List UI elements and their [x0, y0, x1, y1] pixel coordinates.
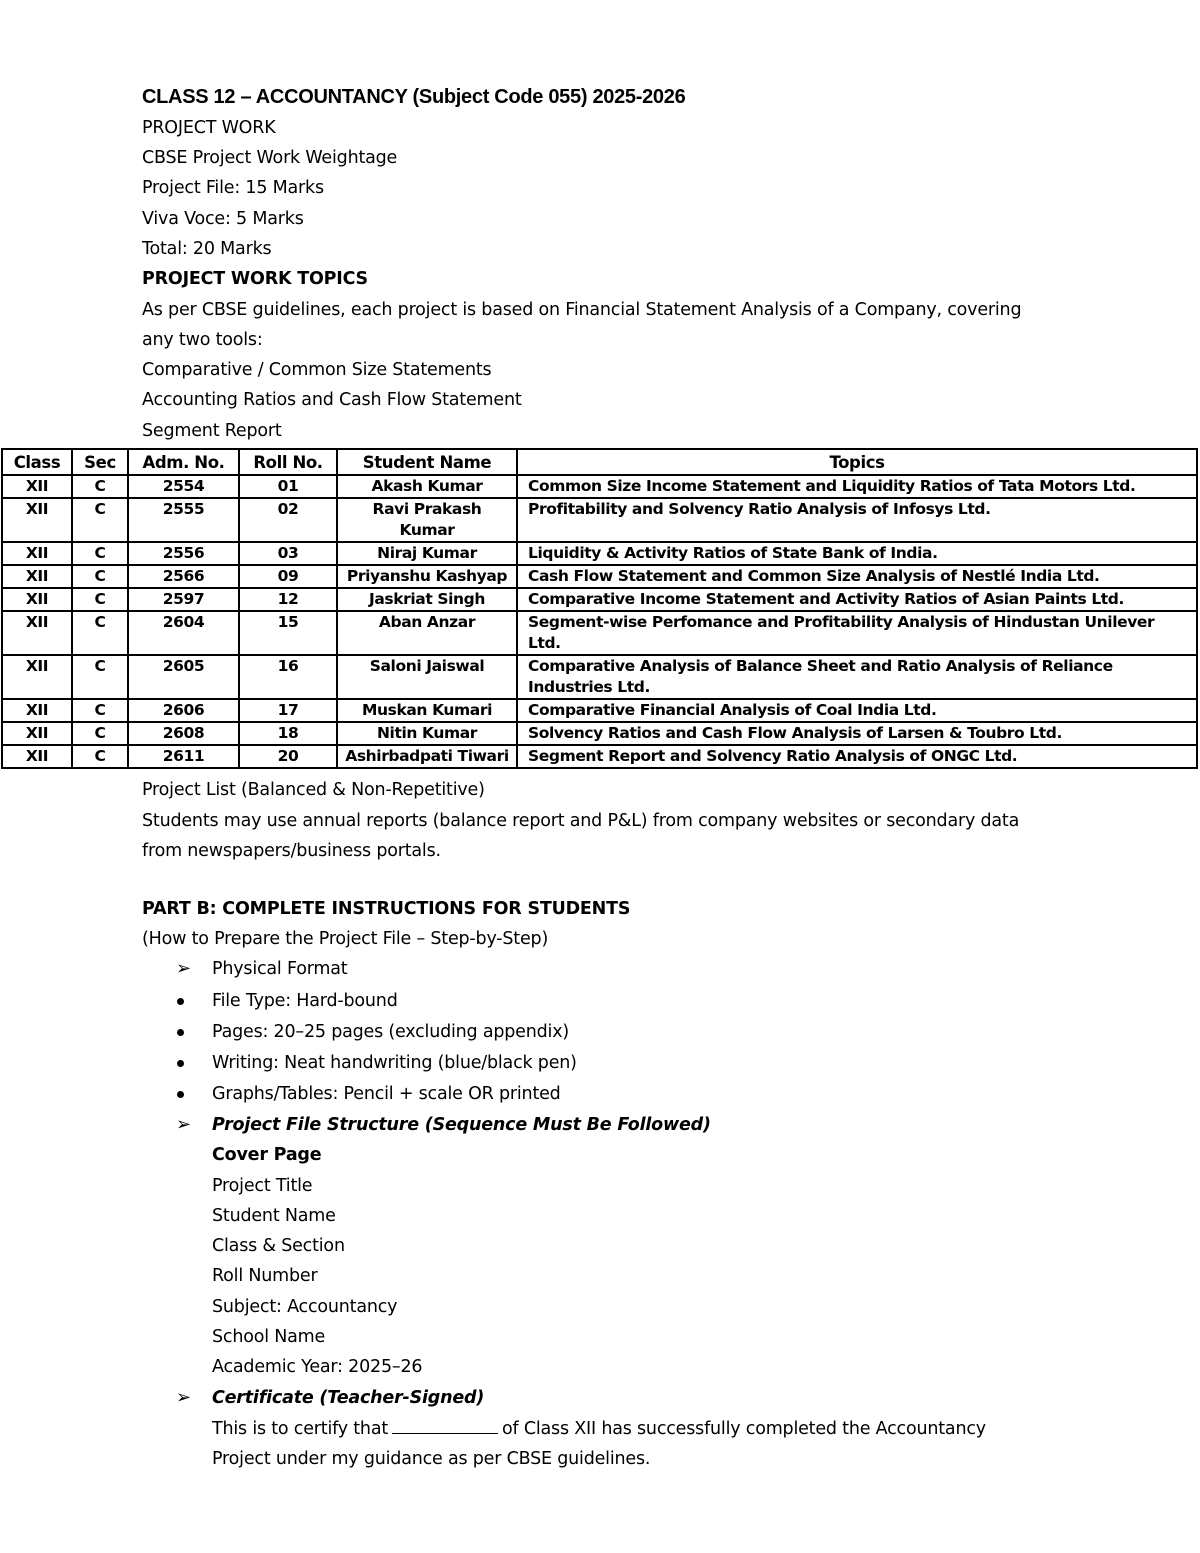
name-blank-line	[392, 1417, 498, 1434]
sec-cell: C	[72, 475, 128, 498]
certificate-text-pre: This is to certify that	[212, 1419, 389, 1439]
sec-cell: C	[72, 722, 128, 745]
physical-format-heading: Physical Format	[212, 959, 348, 979]
certificate-line-1	[212, 1417, 986, 1440]
roll-no-cell: 01	[239, 475, 337, 498]
project-list-heading: Project List (Balanced & Non-Repetitive)	[142, 780, 485, 800]
class-cell: XII	[2, 565, 72, 588]
sec-cell: C	[72, 542, 128, 565]
topic-cell: Comparative Income Statement and Activity Ratios of Asian Paints Ltd.	[517, 588, 1197, 611]
table-row	[2, 542, 1197, 565]
project-file-marks: Project File: 15 Marks	[142, 178, 324, 198]
column-header-student-name: Student Name	[337, 449, 517, 475]
project-list-note-2: from newspapers/business portals.	[142, 841, 441, 861]
weightage-title: CBSE Project Work Weightage	[142, 148, 398, 168]
roll-no-cell: 16	[239, 655, 337, 699]
roll-no-cell: 09	[239, 565, 337, 588]
student-name-cell: Nitin Kumar	[337, 722, 517, 745]
roll-no-cell: 12	[239, 588, 337, 611]
certificate-heading: Certificate (Teacher-Signed)	[212, 1388, 485, 1408]
format-item: Graphs/Tables: Pencil + scale OR printed	[212, 1084, 561, 1104]
student-name-cell: Priyanshu Kashyap	[337, 565, 517, 588]
table-row	[2, 475, 1197, 498]
tool-3: Segment Report	[142, 421, 282, 441]
class-cell: XII	[2, 475, 72, 498]
part-b-subheading: (How to Prepare the Project File – Step-by-Step)	[142, 929, 549, 949]
total-marks: Total: 20 Marks	[142, 239, 272, 259]
cover-item: Student Name	[212, 1206, 336, 1226]
column-header-sec: Sec	[72, 449, 128, 475]
sec-cell: C	[72, 611, 128, 655]
student-name-cell: Akash Kumar	[337, 475, 517, 498]
cover-item: Class & Section	[212, 1236, 345, 1256]
sec-cell: C	[72, 565, 128, 588]
bullet-icon	[177, 998, 184, 1005]
student-name-cell: Niraj Kumar	[337, 542, 517, 565]
certificate-text-post: of Class XII has successfully completed the Accountancy	[502, 1419, 986, 1439]
column-header-roll-no: Roll No.	[239, 449, 337, 475]
sec-cell: C	[72, 655, 128, 699]
class-cell: XII	[2, 498, 72, 542]
topic-cell: Comparative Analysis of Balance Sheet and Ratio Analysis of Reliance Industries Ltd.	[517, 655, 1197, 699]
table-row	[2, 722, 1197, 745]
student-name-cell: Saloni Jaiswal	[337, 655, 517, 699]
topic-cell: Profitability and Solvency Ratio Analysis of Infosys Ltd.	[517, 498, 1197, 542]
adm-no-cell: 2611	[128, 745, 239, 768]
class-cell: XII	[2, 611, 72, 655]
project-topics-table	[1, 448, 1198, 769]
class-cell: XII	[2, 699, 72, 722]
cover-item: School Name	[212, 1327, 326, 1347]
roll-no-cell: 17	[239, 699, 337, 722]
sec-cell: C	[72, 699, 128, 722]
adm-no-cell: 2608	[128, 722, 239, 745]
adm-no-cell: 2566	[128, 565, 239, 588]
topic-cell: Segment-wise Perfomance and Profitability Analysis of Hindustan Unilever Ltd.	[517, 611, 1197, 655]
bullet-icon	[177, 1060, 184, 1067]
format-item: File Type: Hard-bound	[212, 991, 398, 1011]
topic-cell: Comparative Financial Analysis of Coal India Ltd.	[517, 699, 1197, 722]
cover-item: Roll Number	[212, 1266, 318, 1286]
class-cell: XII	[2, 655, 72, 699]
adm-no-cell: 2606	[128, 699, 239, 722]
class-cell: XII	[2, 588, 72, 611]
arrow-bullet-icon: ➢	[176, 1387, 192, 1408]
roll-no-cell: 18	[239, 722, 337, 745]
column-header-topics: Topics	[517, 449, 1197, 475]
student-name-cell: Ashirbadpati Tiwari	[337, 745, 517, 768]
adm-no-cell: 2604	[128, 611, 239, 655]
cover-item: Subject: Accountancy	[212, 1297, 398, 1317]
cover-page-heading: Cover Page	[212, 1145, 322, 1165]
roll-no-cell: 02	[239, 498, 337, 542]
roll-no-cell: 15	[239, 611, 337, 655]
guideline-line-2: any two tools:	[142, 330, 263, 350]
adm-no-cell: 2554	[128, 475, 239, 498]
roll-no-cell: 20	[239, 745, 337, 768]
student-name-cell: Jaskriat Singh	[337, 588, 517, 611]
roll-no-cell: 03	[239, 542, 337, 565]
table-row	[2, 745, 1197, 768]
topic-cell: Common Size Income Statement and Liquidity Ratios of Tata Motors Ltd.	[517, 475, 1197, 498]
project-work-label: PROJECT WORK	[142, 118, 276, 138]
arrow-bullet-icon: ➢	[176, 958, 192, 979]
sec-cell: C	[72, 498, 128, 542]
certificate-line-2: Project under my guidance as per CBSE guidelines.	[212, 1449, 651, 1469]
table-row	[2, 498, 1197, 542]
sec-cell: C	[72, 745, 128, 768]
adm-no-cell: 2605	[128, 655, 239, 699]
table-row	[2, 655, 1197, 699]
student-name-cell: Muskan Kumari	[337, 699, 517, 722]
adm-no-cell: 2556	[128, 542, 239, 565]
topic-cell: Solvency Ratios and Cash Flow Analysis of Larsen & Toubro Ltd.	[517, 722, 1197, 745]
table-row	[2, 588, 1197, 611]
cover-item: Academic Year: 2025–26	[212, 1357, 423, 1377]
format-item: Pages: 20–25 pages (excluding appendix)	[212, 1022, 569, 1042]
bullet-icon	[177, 1029, 184, 1036]
adm-no-cell: 2555	[128, 498, 239, 542]
document-title: CLASS 12 – ACCOUNTANCY (Subject Code 055) 2025-2026	[142, 86, 686, 108]
sec-cell: C	[72, 588, 128, 611]
table-row	[2, 699, 1197, 722]
topics-heading: PROJECT WORK TOPICS	[142, 269, 368, 289]
table-header-row	[2, 449, 1197, 475]
project-list-note-1: Students may use annual reports (balance report and P&L) from company websites or secondary data	[142, 811, 1020, 831]
topic-cell: Cash Flow Statement and Common Size Analysis of Nestlé India Ltd.	[517, 565, 1197, 588]
viva-voce-marks: Viva Voce: 5 Marks	[142, 209, 304, 229]
student-name-cell: Aban Anzar	[337, 611, 517, 655]
class-cell: XII	[2, 745, 72, 768]
table-row	[2, 565, 1197, 588]
class-cell: XII	[2, 722, 72, 745]
tool-2: Accounting Ratios and Cash Flow Statement	[142, 390, 522, 410]
student-name-cell: Ravi Prakash Kumar	[337, 498, 517, 542]
guideline-line-1: As per CBSE guidelines, each project is based on Financial Statement Analysis of a Company, covering	[142, 300, 1022, 320]
column-header-class: Class	[2, 449, 72, 475]
topic-cell: Liquidity & Activity Ratios of State Bank of India.	[517, 542, 1197, 565]
table-row	[2, 611, 1197, 655]
column-header-adm-no: Adm. No.	[128, 449, 239, 475]
tool-1: Comparative / Common Size Statements	[142, 360, 492, 380]
format-item: Writing: Neat handwriting (blue/black pen)	[212, 1053, 577, 1073]
cover-item: Project Title	[212, 1176, 313, 1196]
part-b-heading: PART B: COMPLETE INSTRUCTIONS FOR STUDENTS	[142, 899, 631, 919]
structure-heading: Project File Structure (Sequence Must Be Followed)	[212, 1115, 711, 1135]
topic-cell: Segment Report and Solvency Ratio Analysis of ONGC Ltd.	[517, 745, 1197, 768]
adm-no-cell: 2597	[128, 588, 239, 611]
bullet-icon	[177, 1091, 184, 1098]
arrow-bullet-icon: ➢	[176, 1114, 192, 1135]
class-cell: XII	[2, 542, 72, 565]
